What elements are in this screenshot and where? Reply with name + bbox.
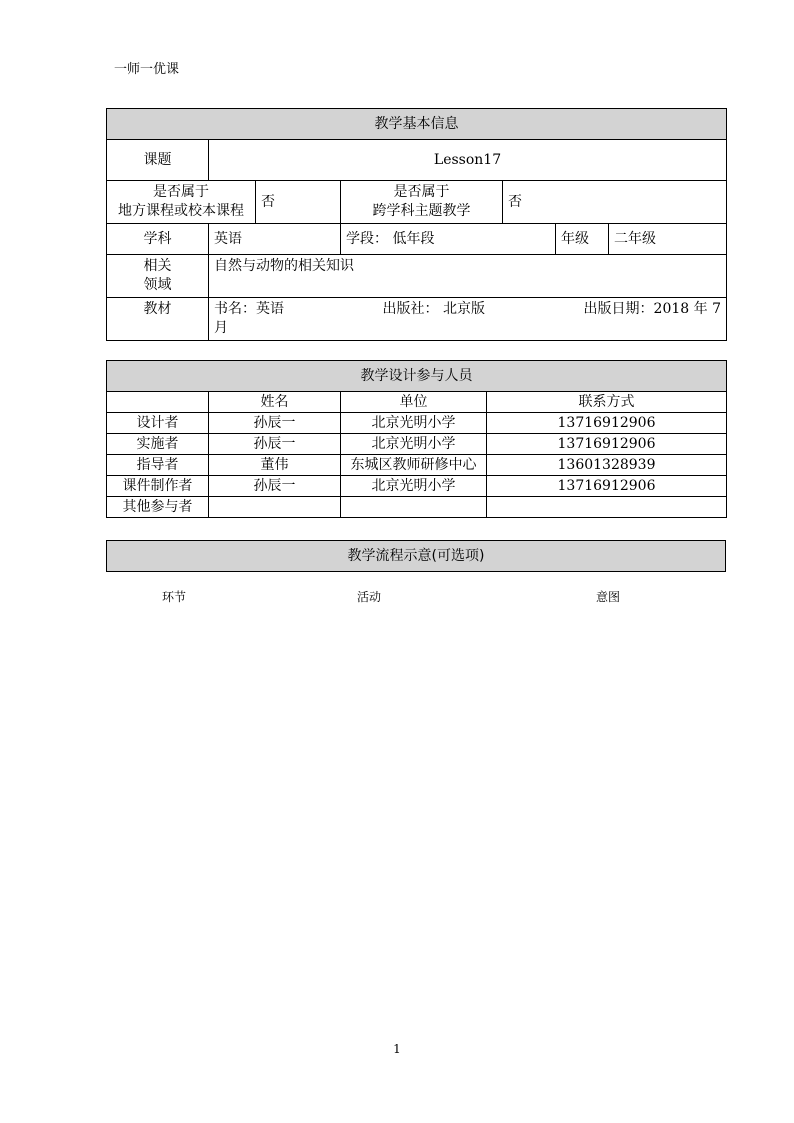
- publisher: 出版社： 北京版: [382, 301, 485, 317]
- cross-subject-label: [341, 181, 503, 224]
- cross-subject-label-line1: 是否属于: [393, 184, 450, 200]
- topic-value: Lesson17: [209, 140, 727, 181]
- book-name: 书名：英语: [214, 301, 284, 317]
- participant-phone: 13601328939: [487, 455, 727, 476]
- stage-value: 低年段: [392, 230, 435, 247]
- page-number: 1: [393, 1042, 401, 1056]
- stage-label: 学段：: [346, 230, 388, 247]
- participant-unit: 北京光明小学: [341, 434, 487, 455]
- cross-subject-label-line2: 跨学科主题教学: [372, 203, 471, 219]
- topic-label: 课题: [107, 140, 209, 181]
- local-course-label: [107, 181, 256, 224]
- table-row: [107, 434, 727, 455]
- field-label-line2: 领域: [143, 277, 172, 293]
- participant-role: 指导者: [107, 455, 209, 476]
- participant-unit: 东城区教师研修中心: [341, 455, 487, 476]
- local-course-label-line2: 地方课程或校本课程: [118, 203, 244, 219]
- participant-name: 孙辰一: [209, 476, 341, 497]
- table-row: [107, 455, 727, 476]
- participant-name: 董伟: [209, 455, 341, 476]
- participant-phone: [487, 497, 727, 518]
- flow-table: [106, 540, 726, 572]
- participant-unit: 北京光明小学: [341, 413, 487, 434]
- table-row: [107, 413, 727, 434]
- basic-info-title: 教学基本信息: [107, 109, 727, 140]
- participant-role: 课件制作者: [107, 476, 209, 497]
- participant-name: [209, 497, 341, 518]
- flow-col-intent: 意图: [596, 590, 621, 604]
- participants-header-contact: 联系方式: [487, 392, 727, 413]
- subject-label: 学科: [107, 224, 209, 255]
- textbook-label: 教材: [107, 298, 209, 341]
- grade-value: 二年级: [609, 224, 727, 255]
- participants-header-name: 姓名: [209, 392, 341, 413]
- participants-header-role: [107, 392, 209, 413]
- field-value: 自然与动物的相关知识: [209, 255, 727, 298]
- participant-unit: 北京光明小学: [341, 476, 487, 497]
- participant-unit: [341, 497, 487, 518]
- grade-label: 年级: [556, 224, 609, 255]
- field-label: [107, 255, 209, 298]
- participants-table: [106, 360, 727, 518]
- participant-role: 实施者: [107, 434, 209, 455]
- flow-col-activity: 活动: [357, 590, 382, 604]
- header-text: 一师一优课: [114, 62, 180, 77]
- publish-date-continued: 月: [214, 320, 228, 336]
- publish-date: 出版日期：2018 年 7: [583, 301, 721, 317]
- stage-cell: [341, 224, 556, 255]
- local-course-value: 否: [256, 181, 341, 224]
- participant-phone: 13716912906: [487, 476, 727, 497]
- table-row: [107, 476, 727, 497]
- participant-phone: 13716912906: [487, 434, 727, 455]
- participants-header-unit: 单位: [341, 392, 487, 413]
- table-row: [107, 497, 727, 518]
- flow-title: 教学流程示意(可选项): [107, 541, 726, 572]
- participant-role: 设计者: [107, 413, 209, 434]
- participant-name: 孙辰一: [209, 413, 341, 434]
- participant-phone: 13716912906: [487, 413, 727, 434]
- local-course-label-line1: 是否属于: [153, 184, 209, 200]
- participant-role: 其他参与者: [107, 497, 209, 518]
- field-label-line1: 相关: [143, 258, 172, 274]
- participant-name: 孙辰一: [209, 434, 341, 455]
- subject-value: 英语: [209, 224, 341, 255]
- basic-info-table: [106, 108, 727, 341]
- flow-col-stage: 环节: [162, 590, 187, 604]
- cross-subject-value: 否: [503, 181, 727, 224]
- textbook-value: [209, 298, 727, 341]
- participants-title: 教学设计参与人员: [107, 361, 727, 392]
